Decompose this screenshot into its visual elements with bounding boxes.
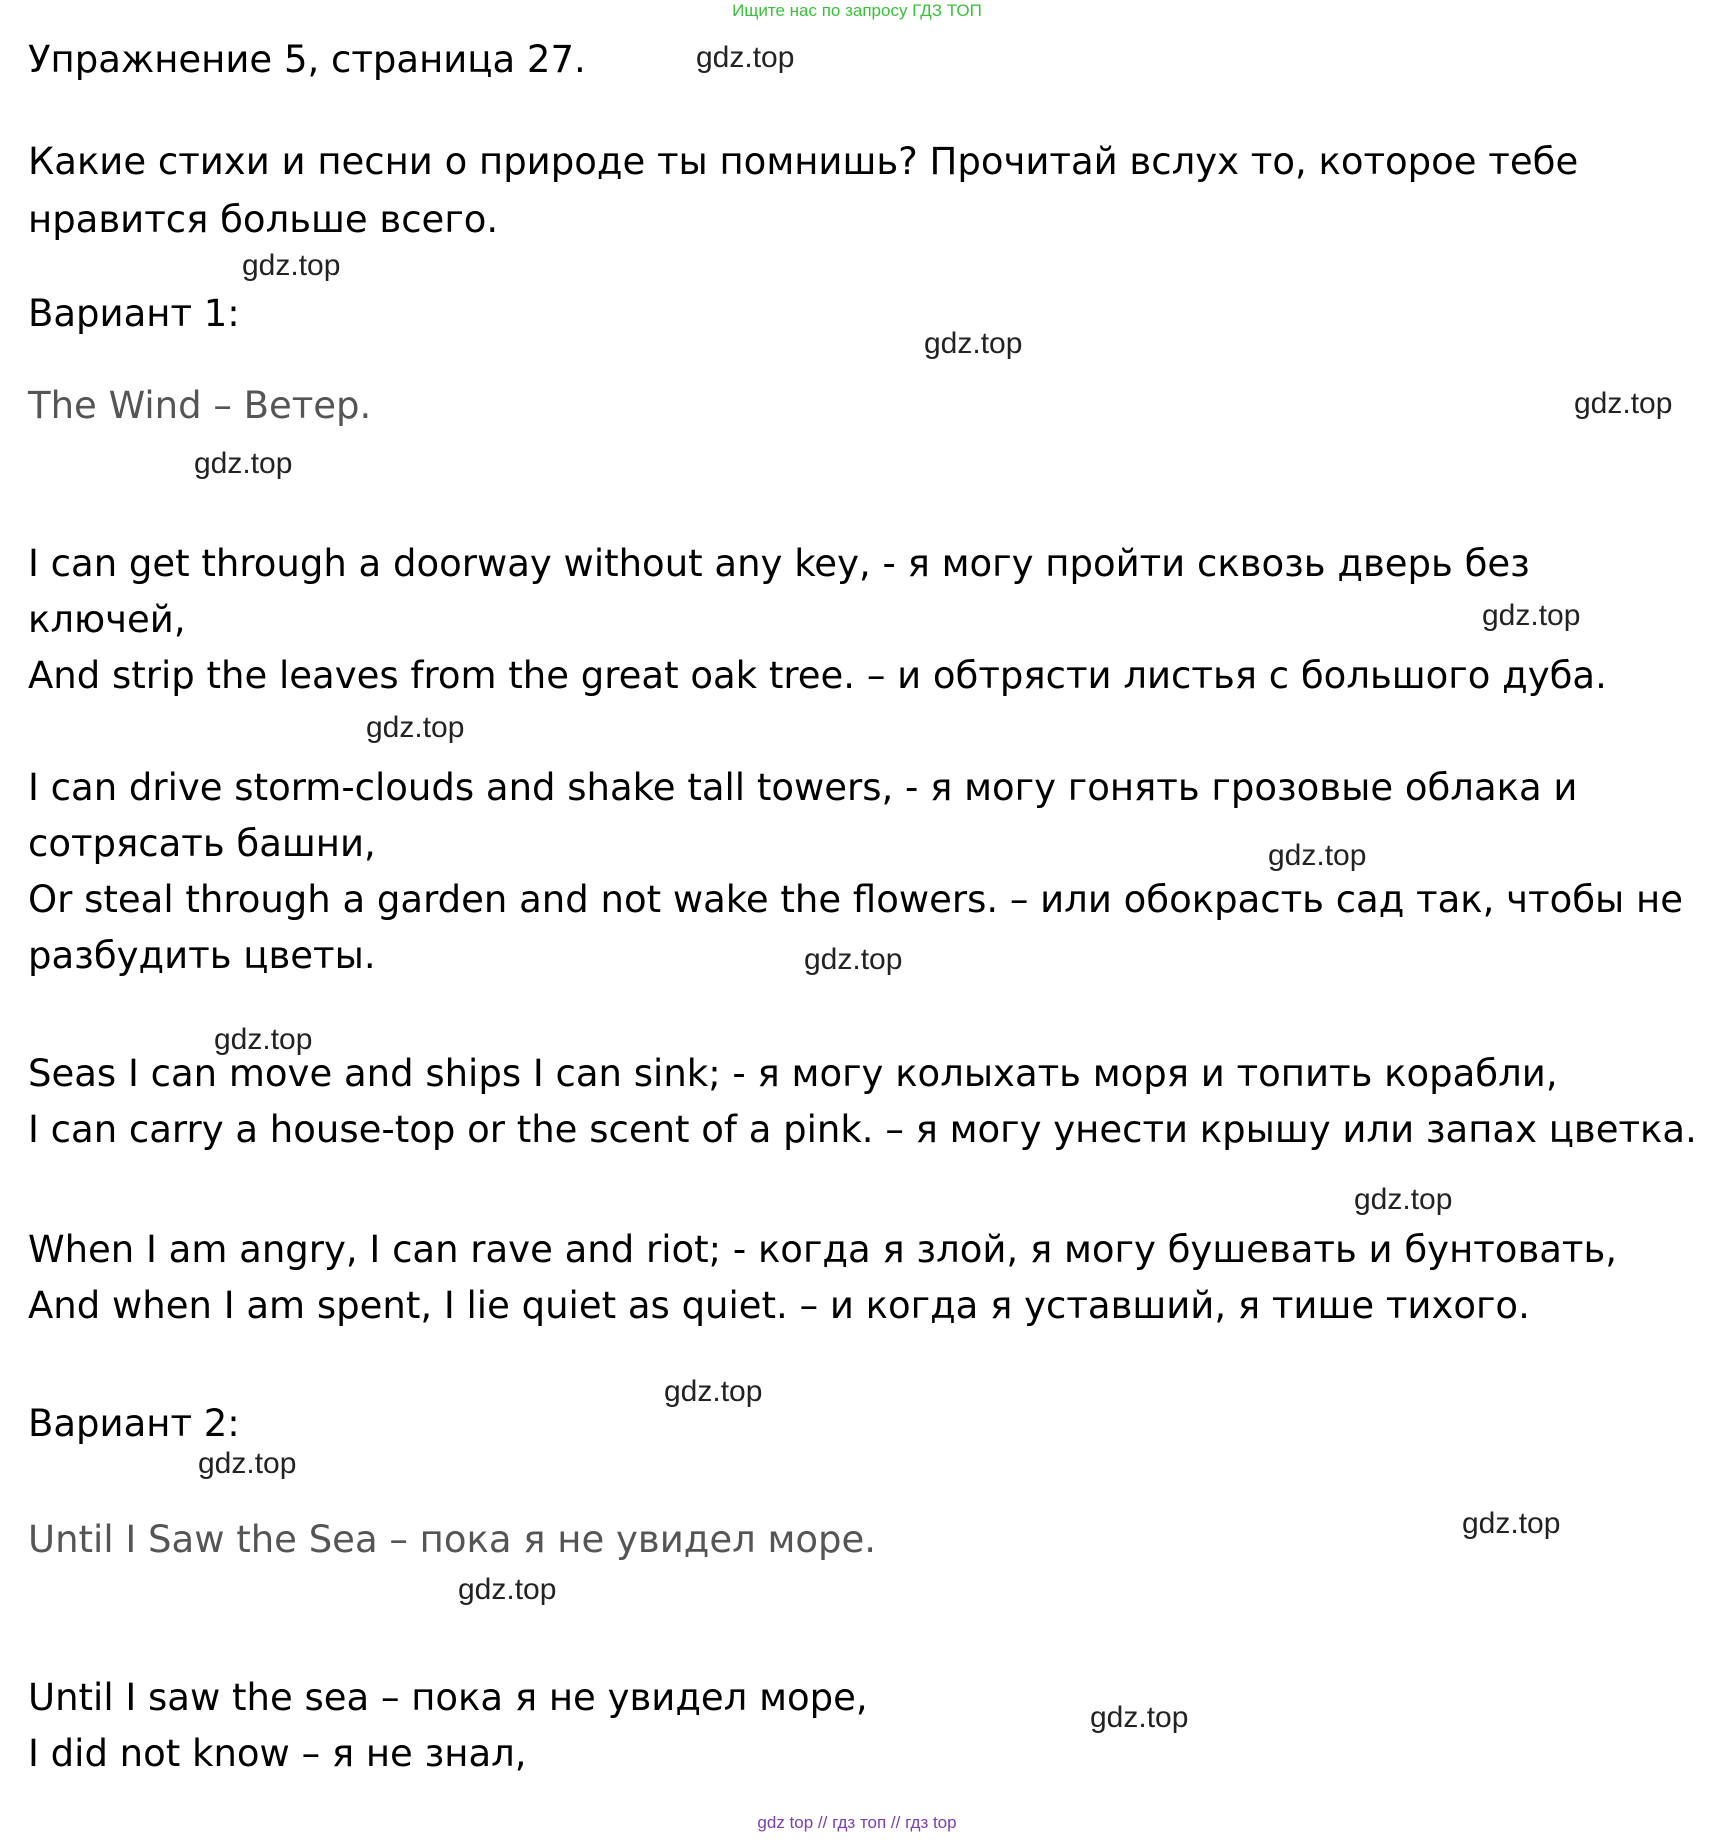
poem-line: I can drive storm-clouds and shake tall towers, - я могу гонять грозовые облака и: [28, 766, 1578, 809]
watermark: gdz.top: [1574, 387, 1673, 420]
poem-line: Until I saw the sea – пока я не увидел море,: [28, 1676, 868, 1719]
variant1-label: Вариант 1:: [28, 292, 240, 335]
watermark: gdz.top: [1268, 839, 1367, 872]
page-heading: Упражнение 5, страница 27.: [28, 38, 586, 81]
watermark: gdz.top: [1354, 1183, 1453, 1216]
watermark: gdz.top: [366, 711, 465, 744]
footer-links: gdz top // гдз топ // гдз top: [757, 1813, 957, 1832]
question-line-1: Какие стихи и песни о природе ты помнишь? Прочитай вслух то, которое тебе: [28, 140, 1579, 183]
poem-line: When I am angry, I can rave and riot; - когда я злой, я могу бушевать и бунтовать,: [28, 1228, 1618, 1271]
watermark: gdz.top: [194, 447, 293, 480]
poem-line: I can carry a house-top or the scent of a pink. – я могу унести крышу или запах цветка.: [28, 1108, 1697, 1151]
question-line-2: нравится больше всего.: [28, 198, 499, 241]
poem-line: ключей,: [28, 598, 186, 641]
poem-line: разбудить цветы.: [28, 934, 376, 977]
variant1-poem-title: The Wind – Ветер.: [28, 384, 372, 427]
watermark: gdz.top: [1462, 1507, 1561, 1540]
top-banner: Ищите нас по запросу ГДЗ ТОП: [732, 1, 982, 20]
watermark: gdz.top: [696, 41, 795, 74]
watermark: gdz.top: [198, 1447, 297, 1480]
poem-line: сотрясать башни,: [28, 822, 376, 865]
poem-line: Seas I can move and ships I can sink; - я могу колыхать моря и топить корабли,: [28, 1052, 1558, 1095]
watermark: gdz.top: [1090, 1701, 1189, 1734]
watermark: gdz.top: [242, 249, 341, 282]
watermark: gdz.top: [214, 1023, 313, 1056]
watermark: gdz.top: [804, 943, 903, 976]
watermark: gdz.top: [1482, 599, 1581, 632]
poem-line: I can get through a doorway without any key, - я могу пройти сквозь дверь без: [28, 542, 1530, 585]
variant2-poem-title: Until I Saw the Sea – пока я не увидел море.: [28, 1518, 877, 1561]
poem-line: Or steal through a garden and not wake the flowers. – или обокрасть сад так, чтобы не: [28, 878, 1683, 921]
watermark: gdz.top: [458, 1573, 557, 1606]
poem-line: I did not know – я не знал,: [28, 1732, 527, 1775]
variant2-label: Вариант 2:: [28, 1402, 240, 1445]
watermark: gdz.top: [664, 1375, 763, 1408]
watermark: gdz.top: [924, 327, 1023, 360]
poem-line: And when I am spent, I lie quiet as quiet. – и когда я уставший, я тише тихого.: [28, 1284, 1530, 1327]
poem-line: And strip the leaves from the great oak tree. – и обтрясти листья с большого дуба.: [28, 654, 1607, 697]
